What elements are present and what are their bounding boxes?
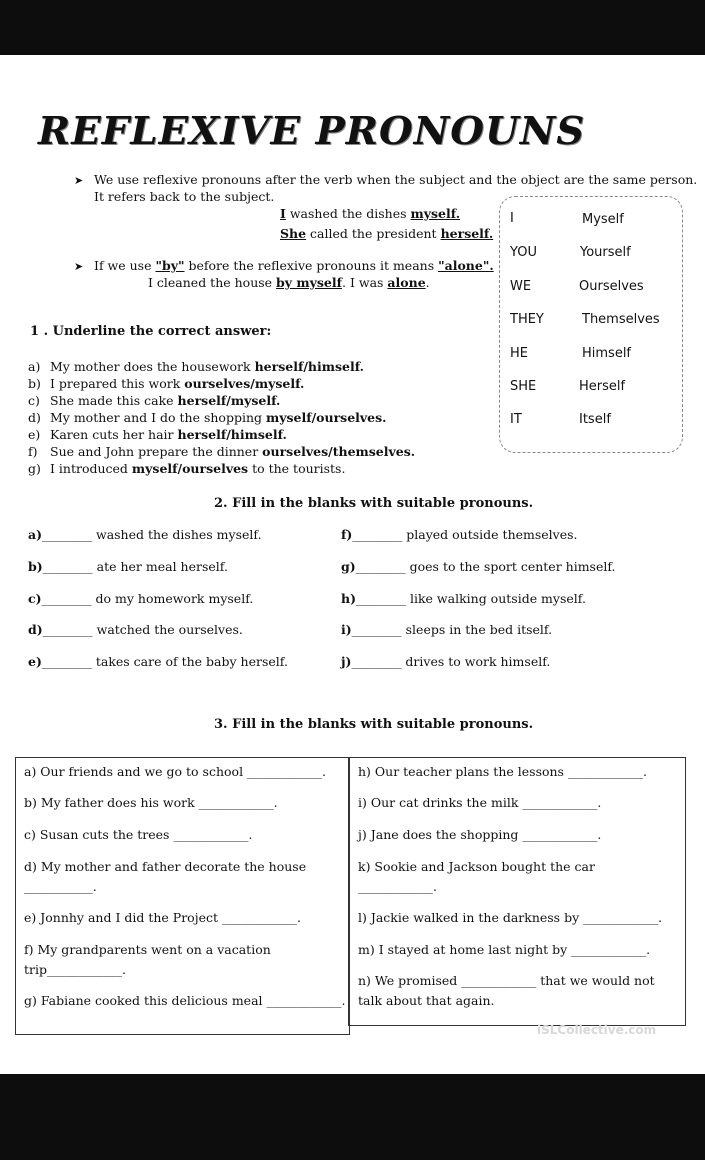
bottom-black-bar	[0, 1074, 705, 1160]
item-text: takes care of the baby herself.	[91, 654, 288, 669]
page-title: REFLEXIVE PRONOUNS	[38, 108, 586, 153]
item-text: My mother and I do the shopping	[50, 410, 266, 425]
exercise-2-item	[28, 591, 253, 606]
answer-blank[interactable]: ________	[356, 591, 407, 606]
exercise-1-item	[28, 410, 387, 426]
watermark: iSLCollective.com	[537, 1023, 657, 1037]
item-letter: c)	[28, 393, 40, 408]
exercise-3-item[interactable]: l) Jackie walked in the darkness by ____________.	[358, 910, 663, 925]
by-example-by: by myself	[276, 275, 343, 290]
by-example-alone: alone	[387, 275, 426, 290]
item-letter: b)	[28, 376, 41, 391]
exercise-3-blank[interactable]: ____________.	[358, 879, 437, 894]
item-text: sleeps in the bed itself.	[401, 622, 553, 637]
exercise-3-item[interactable]: e) Jonnhy and I did the Project ____________.	[24, 910, 301, 925]
by-word: "by"	[155, 258, 185, 273]
intro-line-1: We use reflexive pronouns after the verb when the subject and the object are the same person.	[94, 172, 698, 187]
item-text: I introduced	[50, 461, 132, 476]
item-text: watched the ourselves.	[92, 622, 243, 637]
item-choice[interactable]: herself/himself.	[177, 427, 287, 442]
item-letter: c)	[28, 591, 42, 606]
item-letter: e)	[28, 427, 41, 442]
top-black-bar	[0, 0, 705, 55]
exercise-3-item: f) My grandparents went on a vacation	[24, 942, 271, 957]
exercise-1-item	[28, 393, 280, 409]
pronoun-reflexive: Himself	[582, 346, 632, 361]
exercise-3-item: talk about that again.	[358, 993, 495, 1008]
by-example-end: .	[425, 275, 430, 290]
item-choice[interactable]: herself/himself.	[254, 359, 364, 374]
answer-blank[interactable]: ________	[42, 622, 93, 637]
answer-blank[interactable]: ________	[355, 559, 406, 574]
pronoun-reflexive: Yourself	[580, 245, 631, 260]
item-text: She made this cake	[50, 393, 178, 408]
example-2-pronoun: herself.	[440, 226, 494, 241]
pronoun-subject: I	[510, 211, 514, 226]
exercise-2-item	[28, 654, 288, 669]
exercise-3-item: d) My mother and father decorate the house	[24, 859, 307, 874]
bullet-arrow-icon: ➤	[74, 174, 84, 187]
item-text: do my homework myself.	[91, 591, 254, 606]
item-letter: b)	[28, 559, 43, 574]
item-text: I prepared this work	[50, 376, 185, 391]
exercise-1-item	[28, 461, 345, 477]
exercise-3-blank[interactable]: trip____________.	[24, 962, 126, 977]
answer-blank[interactable]: ________	[41, 591, 92, 606]
bullet-arrow-icon: ➤	[74, 260, 84, 273]
item-letter: i)	[341, 622, 352, 637]
exercise-2-item	[28, 559, 228, 574]
answer-blank[interactable]: ________	[352, 527, 403, 542]
item-letter: e)	[28, 654, 42, 669]
by-rule	[94, 258, 494, 274]
example-1-subject: I	[280, 206, 286, 221]
answer-blank[interactable]: ________	[42, 559, 93, 574]
pronoun-reflexive: Itself	[579, 412, 611, 427]
item-text: ate her meal herself.	[92, 559, 228, 574]
item-choice[interactable]: ourselves/myself.	[184, 376, 305, 391]
exercise-3-item[interactable]: m) I stayed at home last night by ____________.	[358, 942, 651, 957]
example-2-subject: She	[280, 226, 307, 241]
item-letter: a)	[28, 527, 43, 542]
example-2-mid: called the president	[306, 226, 441, 241]
example-2	[280, 226, 493, 242]
exercise-2-item	[341, 591, 586, 606]
answer-blank[interactable]: ________	[351, 654, 402, 669]
by-rule-mid: before the reflexive pronouns it means	[184, 258, 439, 273]
pronoun-subject: HE	[510, 346, 528, 361]
item-letter: a)	[28, 359, 41, 374]
item-choice[interactable]: ourselves/themselves.	[262, 444, 416, 459]
pronoun-subject: IT	[510, 412, 522, 427]
item-letter: h)	[341, 591, 357, 606]
exercise-1-item	[28, 376, 304, 392]
answer-blank[interactable]: ________	[351, 622, 402, 637]
item-letter: g)	[28, 461, 41, 476]
example-1-mid: washed the dishes	[285, 206, 411, 221]
by-example-mid: . I was	[342, 275, 388, 290]
exercise-3-item: k) Sookie and Jackson bought the car	[358, 859, 595, 874]
item-text: Karen cuts her hair	[50, 427, 178, 442]
exercise-1-item	[28, 444, 415, 460]
by-rule-pre: If we use	[94, 258, 156, 273]
item-letter: d)	[28, 622, 43, 637]
item-text: played outside themselves.	[402, 527, 578, 542]
exercise-2-item	[341, 527, 578, 542]
item-after: to the tourists.	[248, 461, 346, 476]
exercise-3-item[interactable]: j) Jane does the shopping ____________.	[358, 827, 602, 842]
item-text: like walking outside myself.	[406, 591, 586, 606]
exercise-3-item[interactable]: b) My father does his work ____________.	[24, 795, 278, 810]
exercise-3-item[interactable]: a) Our friends and we go to school ____________.	[24, 764, 327, 779]
answer-blank[interactable]: ________	[41, 654, 92, 669]
exercise-3-item[interactable]: i) Our cat drinks the milk ____________.	[358, 795, 602, 810]
item-text: Sue and John prepare the dinner	[50, 444, 263, 459]
item-letter: f)	[341, 527, 353, 542]
item-choice[interactable]: myself/ourselves	[131, 461, 249, 476]
exercise-2-item	[28, 527, 262, 542]
exercise-3-item[interactable]: g) Fabiane cooked this delicious meal ____________.	[24, 993, 346, 1008]
item-text: drives to work himself.	[401, 654, 551, 669]
alone-word: "alone".	[438, 258, 494, 273]
exercise-3-item[interactable]: n) We promised ____________ that we would not	[358, 973, 655, 988]
pronoun-reflexive: Themselves	[582, 312, 660, 327]
exercise-1-item	[28, 427, 287, 443]
exercise-3-item[interactable]: c) Susan cuts the trees ____________.	[24, 827, 253, 842]
pronoun-subject: WE	[510, 279, 532, 294]
item-text: My mother does the housework	[50, 359, 255, 374]
item-text: goes to the sport center himself.	[405, 559, 616, 574]
exercise-1-title: 1 . Underline the correct answer:	[30, 324, 272, 339]
example-1	[280, 206, 460, 222]
pronoun-reflexive: Ourselves	[579, 279, 644, 294]
pronoun-reflexive: Myself	[582, 212, 624, 227]
item-letter: f)	[28, 444, 38, 459]
pronoun-subject: THEY	[510, 312, 544, 327]
pronoun-subject: SHE	[510, 379, 537, 394]
exercise-1-item	[28, 359, 364, 375]
exercise-3-item[interactable]: h) Our teacher plans the lessons ____________.	[358, 764, 647, 779]
item-letter: d)	[28, 410, 41, 425]
by-example-pre: I cleaned the house	[148, 275, 277, 290]
exercise-3-title: 3. Fill in the blanks with suitable pronouns.	[214, 717, 534, 732]
answer-blank[interactable]: ________	[42, 527, 93, 542]
pronoun-subject: YOU	[510, 245, 537, 260]
exercise-3-blank[interactable]: ___________.	[24, 879, 97, 894]
exercise-2-item	[341, 559, 616, 574]
item-letter: j)	[341, 654, 352, 669]
pronoun-reflexive: Herself	[579, 379, 626, 394]
exercise-2-item	[341, 622, 552, 637]
by-example	[148, 275, 430, 291]
exercise-2-title: 2. Fill in the blanks with suitable pronouns.	[214, 496, 534, 511]
item-letter: g)	[341, 559, 356, 574]
item-choice[interactable]: herself/myself.	[177, 393, 281, 408]
example-1-pronoun: myself.	[410, 206, 461, 221]
item-text: washed the dishes myself.	[92, 527, 262, 542]
intro-line-2: It refers back to the subject.	[94, 189, 275, 204]
exercise-2-item	[28, 622, 243, 637]
exercise-2-item	[341, 654, 550, 669]
item-choice[interactable]: myself/ourselves.	[266, 410, 387, 425]
